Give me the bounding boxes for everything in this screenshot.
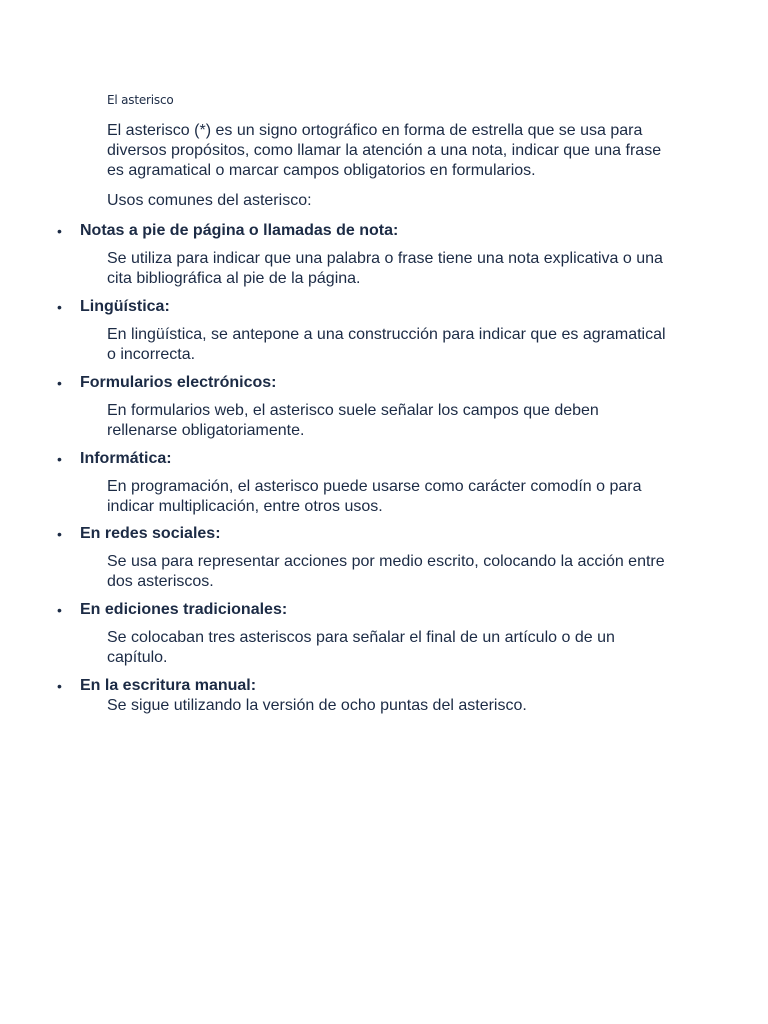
list-item-description: Se sigue utilizando la versión de ocho puntas del asterisco.: [107, 697, 527, 714]
list-item-heading: En ediciones tradicionales:: [80, 601, 288, 618]
list-item-heading: Lingüística:: [80, 298, 170, 315]
list-item-heading: Formularios electrónicos:: [80, 374, 277, 391]
bullet-icon: •: [57, 451, 62, 467]
bullet-icon: •: [57, 602, 62, 618]
list-item-heading: Notas a pie de página o llamadas de nota:: [80, 222, 399, 239]
list-item-heading: Informática:: [80, 450, 172, 467]
list-item-description: Se usa para representar acciones por medio escrito, colocando la acción entre dos asteriscos.: [107, 553, 665, 590]
uses-subheading: Usos comunes del asterisco:: [107, 192, 312, 209]
bullet-icon: •: [57, 223, 62, 239]
bullet-icon: •: [57, 375, 62, 391]
bullet-icon: •: [57, 678, 62, 694]
intro-paragraph: El asterisco (*) es un signo ortográfico en forma de estrella que se usa para diversos propósitos, como llamar la atención a una nota, indicar que una frase es agramatical o marcar campos obligatorios en formularios.: [107, 122, 662, 179]
list-item-description: En programación, el asterisco puede usarse como carácter comodín o para indicar multiplicación, entre otros usos.: [107, 478, 642, 515]
document-title: El asterisco: [107, 93, 174, 107]
list-item-description: En formularios web, el asterisco suele señalar los campos que deben rellenarse obligatoriamente.: [107, 402, 599, 439]
bullet-icon: •: [57, 299, 62, 315]
list-item-heading: En redes sociales:: [80, 525, 221, 542]
list-item-description: En lingüística, se antepone a una construcción para indicar que es agramatical o incorrecta.: [107, 326, 666, 363]
list-item-description: Se colocaban tres asteriscos para señalar el final de un artículo o de un capítulo.: [107, 629, 615, 666]
bullet-icon: •: [57, 526, 62, 542]
list-item-heading: En la escritura manual:: [80, 677, 257, 694]
list-item-description: Se utiliza para indicar que una palabra o frase tiene una nota explicativa o una cita bibliográfica al pie de la página.: [107, 250, 663, 287]
